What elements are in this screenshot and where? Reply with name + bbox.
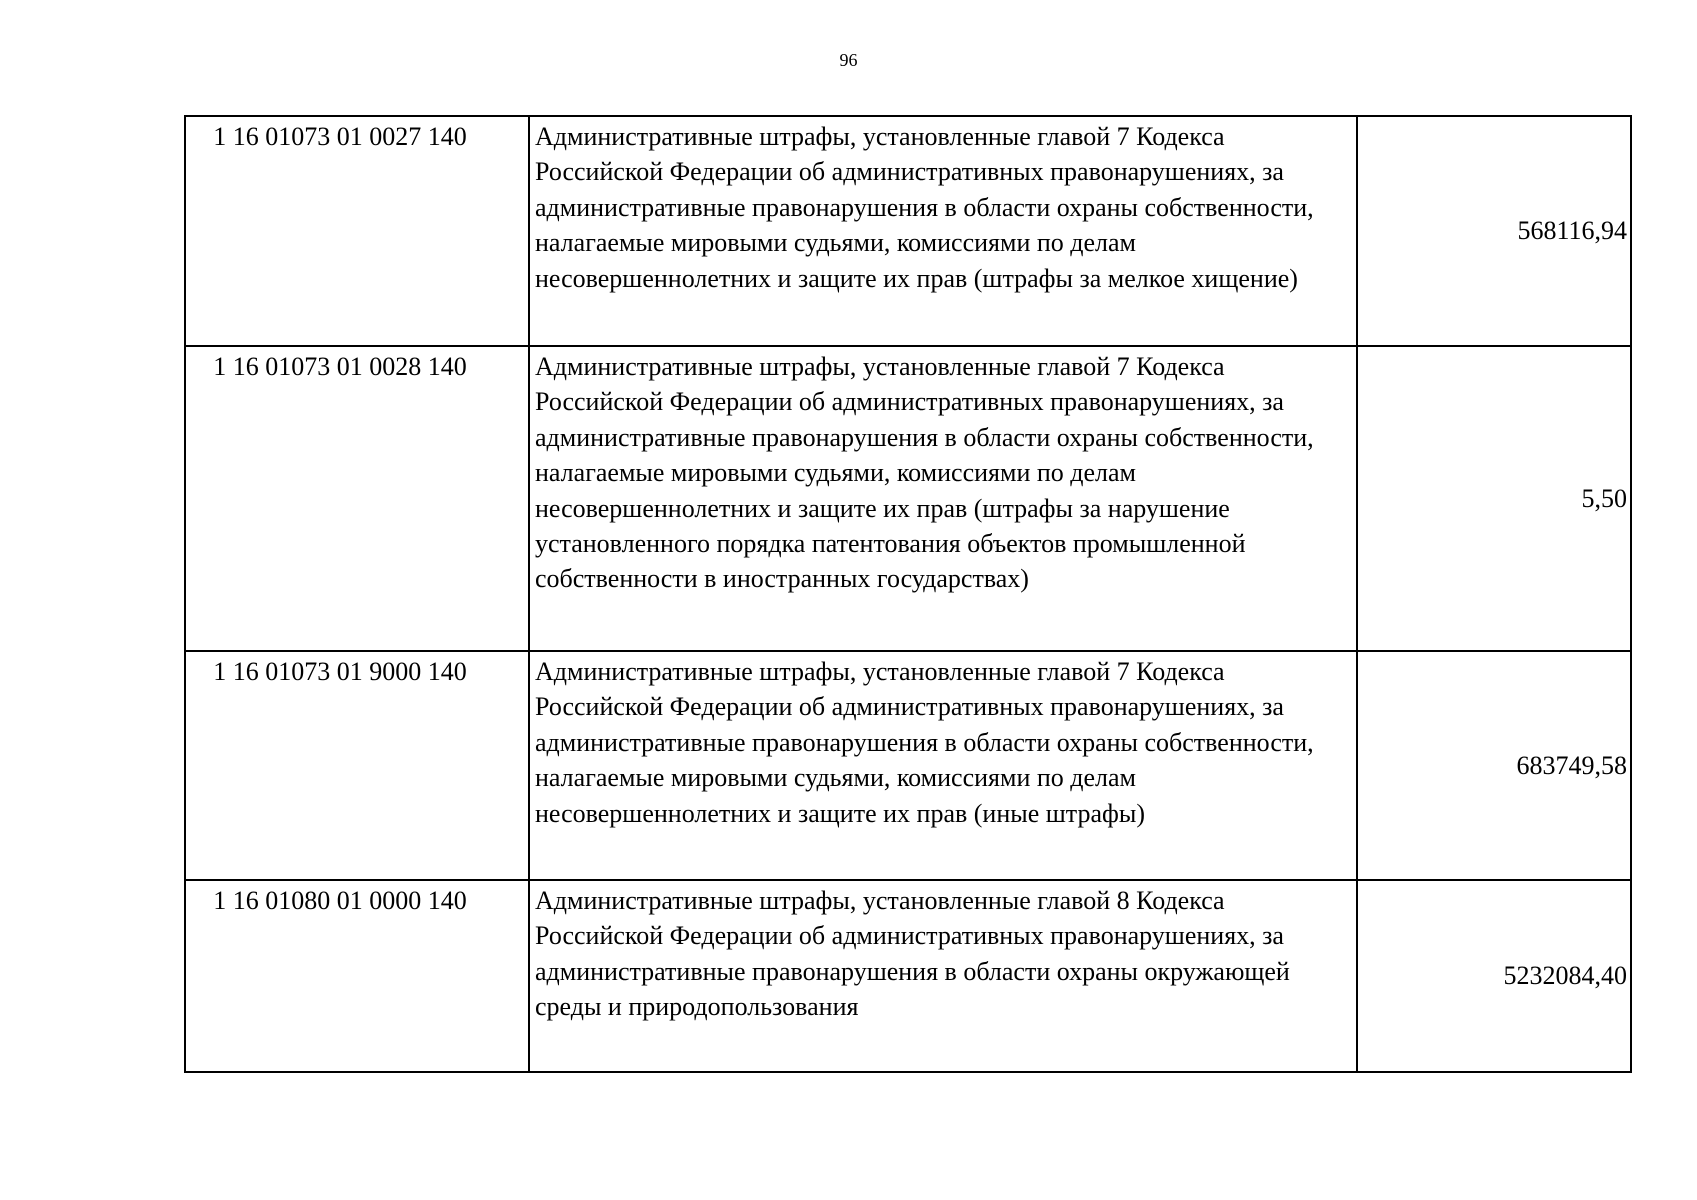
description-cell: Административные штрафы, установленные главой 7 Кодекса Российской Федерации об административных правонарушениях, за административные правонарушения в области охраны собственности, налагаемые мировыми судьями, комиссиями по делам несовершеннолетних и защите их прав (штрафы за нарушение установленного порядка патентования объектов промышленной собственности в иностранных государствах)	[529, 346, 1357, 651]
budget-code-cell: 1 16 01073 01 0027 140	[185, 116, 529, 346]
page-number: 96	[839, 50, 858, 70]
description-cell: Административные штрафы, установленные главой 7 Кодекса Российской Федерации об административных правонарушениях, за административные правонарушения в области охраны собственности, налагаемые мировыми судьями, комиссиями по делам несовершеннолетних и защите их прав (иные штрафы)	[529, 651, 1357, 880]
budget-code-cell: 1 16 01073 01 0028 140	[185, 346, 529, 651]
budget-code-cell: 1 16 01073 01 9000 140	[185, 651, 529, 880]
amount-cell: 683749,58	[1357, 651, 1631, 880]
table-row	[185, 880, 1631, 1072]
description-cell: Административные штрафы, установленные главой 7 Кодекса Российской Федерации об административных правонарушениях, за административные правонарушения в области охраны собственности, налагаемые мировыми судьями, комиссиями по делам несовершеннолетних и защите их прав (штрафы за мелкое хищение)	[529, 116, 1357, 346]
amount-cell: 5232084,40	[1357, 880, 1631, 1072]
budget-code-cell: 1 16 01080 01 0000 140	[185, 880, 529, 1072]
description-cell: Административные штрафы, установленные главой 8 Кодекса Российской Федерации об административных правонарушениях, за административные правонарушения в области охраны окружающей среды и природопользования	[529, 880, 1357, 1072]
table-row	[185, 116, 1631, 346]
revenue-table	[184, 115, 1632, 1073]
table-row	[185, 651, 1631, 880]
table-row	[185, 346, 1631, 651]
amount-cell: 5,50	[1357, 346, 1631, 651]
amount-cell: 568116,94	[1357, 116, 1631, 346]
